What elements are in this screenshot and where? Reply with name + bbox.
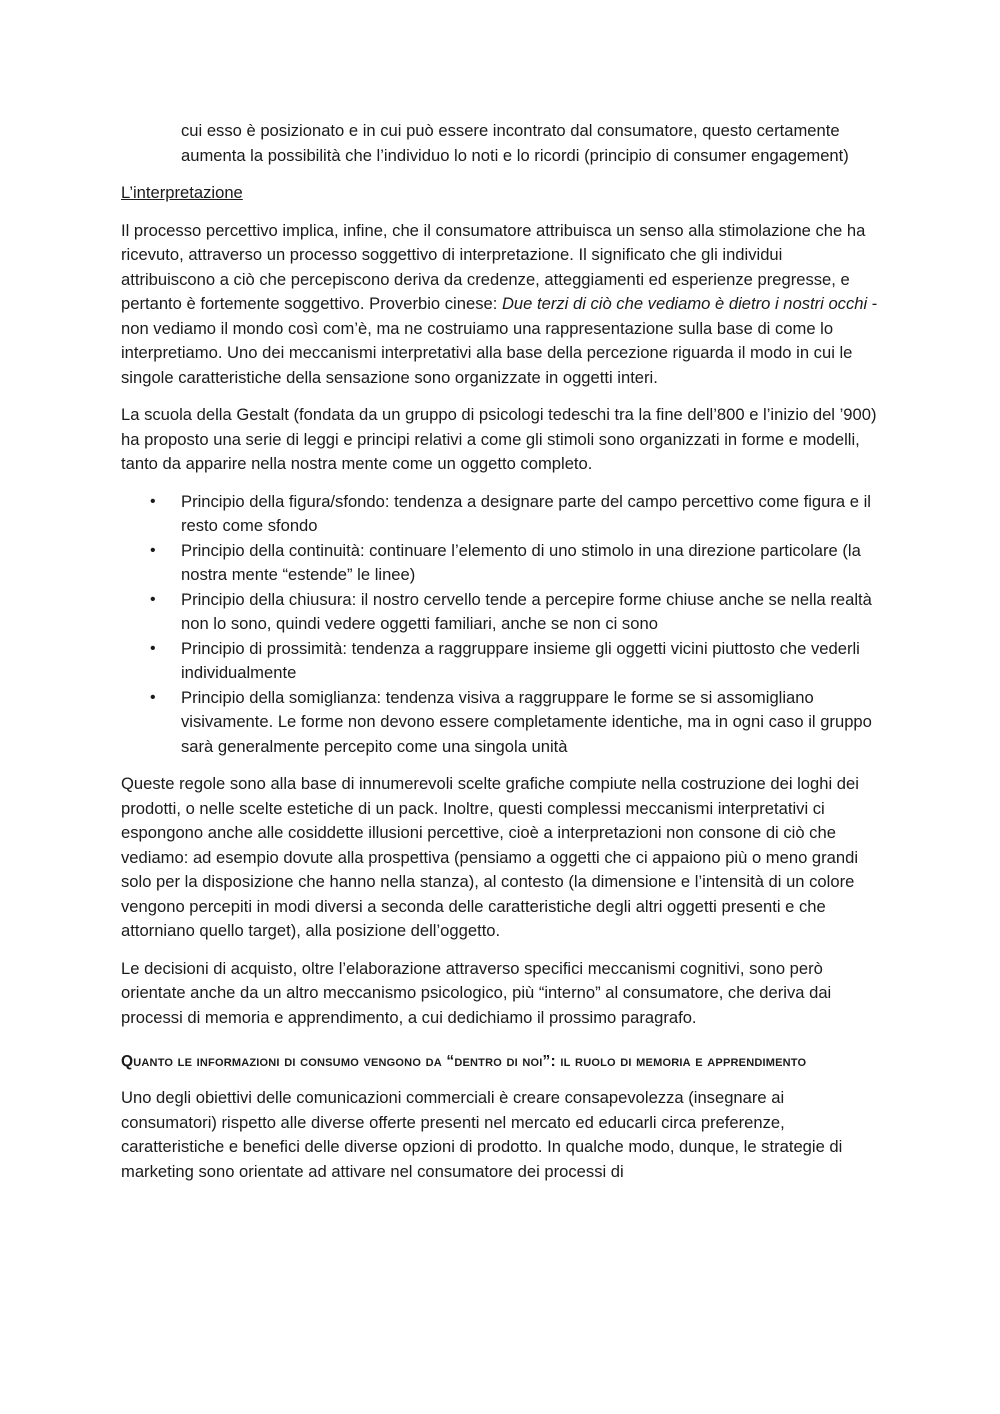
proverb-italic: Due terzi di ciò che vediamo è dietro i nostri occhi	[501, 294, 868, 313]
paragraph-text: Il processo percettivo implica, infine, che il consumatore attribuisca un senso alla stimolazione che ha ricevuto, attraverso un processo soggettivo di interpretazione. Il significato che gli individui attribuiscono a ciò che percepiscono deriva da credenze, atteggiamenti ed esperienze pregresse, e pertanto è fortemente soggettivo. Proverbio cinese:	[121, 220, 866, 313]
list-item: • Principio della figura/sfondo: tendenza a designare parte del campo percettivo come figura e il resto come sfondo	[121, 490, 881, 539]
page-content	[121, 119, 881, 1197]
paragraph-regole: Queste regole sono alla base di innumerevoli scelte grafiche compiute nella costruzione dei loghi dei prodotti, o nelle scelte estetiche di un pack. Inoltre, questi complessi meccanismi interpretativi ci espongono anche alle cosiddette illusioni percettive, cioè a interpretazioni non consone di ciò che vediamo: ad esempio dovute alla prospettiva (pensiamo a oggetti che ci appaiono più o meno grandi solo per la disposizione che hanno nella stanza), al contesto (la dimensione e l’intensità di un colore vengono percepiti in modi diversi a seconda delle caratteristiche degli altri oggetti presenti e che attorniano quello target), alla posizione dell’oggetto.	[121, 774, 859, 940]
paragraph-decisioni: Le decisioni di acquisto, oltre l’elaborazione attraverso specifici meccanismi cognitivi, sono però orientate anche da un altro meccanismo psicologico, più “interno” al consumatore, che deriva dai processi di memoria e apprendimento, a cui dedichiamo il prossimo paragrafo.	[121, 958, 832, 1027]
gestalt-principles-list	[121, 490, 881, 760]
paragraph-text: - non vediamo il mondo così com’è, ma ne costruiamo una rappresentazione sulla base di come lo interpretiamo. Uno dei meccanismi interpretativi alla base della percezione riguarda il modo in cui le singole caratteristiche della sensazione sono organizzate in oggetti interi.	[121, 294, 878, 387]
list-item: • Principio di prossimità: tendenza a raggruppare insieme gli oggetti vicini piuttosto che vederli individualmente	[121, 637, 881, 686]
list-item: • Principio della somiglianza: tendenza visiva a raggruppare le forme se si assomigliano visivamente. Le forme non devono essere completamente identiche, ma in ogni caso il gruppo sarà generalmente percepito come una singola unità	[121, 686, 881, 760]
subheading-interpretazione: L’interpretazione	[121, 183, 243, 202]
list-item: • Principio della continuità: continuare l’elemento di uno stimolo in una direzione particolare (la nostra mente “estende” le linee)	[121, 539, 881, 588]
paragraph-gestalt: La scuola della Gestalt (fondata da un gruppo di psicologi tedeschi tra la fine dell’800 e l’inizio del ’900) ha proposto una serie di leggi e principi relativi a come gli stimoli sono organizzati in forme e modelli, tanto da apparire nella nostra mente come un oggetto completo.	[121, 405, 877, 473]
list-item: • Principio della chiusura: il nostro cervello tende a percepire forme chiuse anche se nella realtà non lo sono, quindi vedere oggetti familiari, anche se non ci sono	[121, 588, 881, 637]
intro-continuation: cui esso è posizionato e in cui può essere incontrato dal consumatore, questo certamente aumenta la possibilità che l’individuo lo noti e lo ricordi (principio di consumer engagement)	[181, 121, 849, 165]
section-heading: Quanto le informazioni di consumo vengono da “dentro di noi”: il ruolo di memoria e apprendimento	[121, 1053, 807, 1070]
paragraph-obiettivi: Uno degli obiettivi delle comunicazioni commerciali è creare consapevolezza (insegnare ai consumatori) rispetto alle diverse offerte presenti nel mercato ed educarli circa preferenze, caratteristiche e benefici delle diverse opzioni di prodotto. In qualche modo, dunque, le strategie di marketing sono orientate ad attivare nel consumatore dei processi di	[121, 1088, 843, 1181]
paragraph-interpretazione	[121, 219, 881, 391]
